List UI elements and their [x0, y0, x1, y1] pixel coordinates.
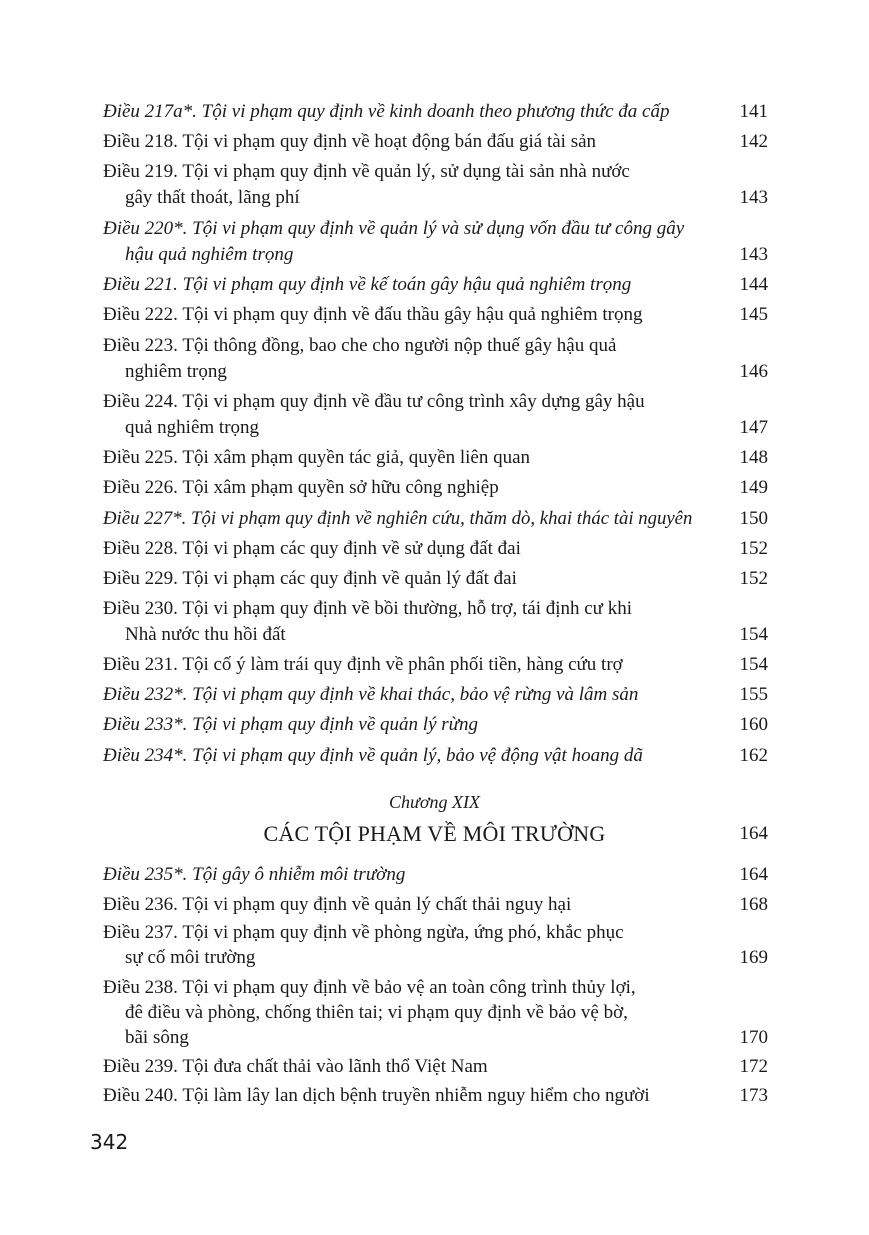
entry-title-continuation: nghiêm trọng: [125, 361, 227, 382]
entry-title: Điều 232*. Tội vi phạm quy định về khai thác, bảo vệ rừng và lâm sản: [103, 684, 639, 705]
entry-page-number: 162: [739, 745, 768, 766]
entry-page-number: 143: [739, 244, 768, 265]
entry-title: Điều 235*. Tội gây ô nhiễm môi trường: [103, 864, 406, 885]
entry-title-continuation: đê điều và phòng, chống thiên tai; vi phạm quy định về bảo vệ bờ,: [125, 1002, 628, 1023]
chapter-label: Chương XIX: [389, 792, 480, 812]
entry-title: Điều 220*. Tội vi phạm quy định về quản lý và sử dụng vốn đầu tư công gây: [103, 218, 685, 239]
chapter-title: CÁC TỘI PHẠM VỀ MÔI TRƯỜNG: [263, 821, 606, 846]
entry-page-number: 142: [739, 131, 768, 152]
entry-page-number: 173: [739, 1085, 768, 1106]
entry-title-continuation: bãi sông: [125, 1027, 189, 1048]
entry-title: Điều 218. Tội vi phạm quy định về hoạt động bán đấu giá tài sản: [103, 131, 597, 152]
entry-title: Điều 236. Tội vi phạm quy định về quản lý chất thải nguy hại: [103, 894, 572, 915]
entry-title: Điều 240. Tội làm lây lan dịch bệnh truyền nhiễm nguy hiểm cho người: [103, 1085, 650, 1106]
entry-title-continuation: gây thất thoát, lãng phí: [125, 187, 300, 208]
entry-title: Điều 233*. Tội vi phạm quy định về quản lý rừng: [103, 714, 479, 735]
entry-title-continuation: sự cố môi trường: [125, 947, 256, 968]
entry-title: Điều 228. Tội vi phạm các quy định về sử dụng đất đai: [103, 538, 521, 559]
entry-page-number: 154: [739, 624, 768, 645]
entry-title: Điều 229. Tội vi phạm các quy định về quản lý đất đai: [103, 568, 517, 589]
entry-page-number: 143: [739, 187, 768, 208]
entry-title: Điều 217a*. Tội vi phạm quy định về kinh doanh theo phương thức đa cấp: [103, 101, 670, 122]
entry-page-number: 155: [739, 684, 768, 705]
entry-title-continuation: hậu quả nghiêm trọng: [125, 244, 294, 265]
entry-page-number: 148: [739, 447, 768, 468]
entry-title: Điều 231. Tội cố ý làm trái quy định về phân phối tiền, hàng cứu trợ: [103, 654, 623, 675]
entry-page-number: 169: [739, 947, 768, 968]
entry-page-number: 154: [739, 654, 768, 675]
entry-page-number: 164: [739, 864, 768, 885]
entry-title: Điều 230. Tội vi phạm quy định về bồi thường, hỗ trợ, tái định cư khi: [103, 598, 633, 619]
entry-page-number: 152: [739, 538, 768, 559]
entry-page-number: 144: [739, 274, 768, 295]
entry-title: Điều 223. Tội thông đồng, bao che cho người nộp thuế gây hậu quả: [103, 335, 617, 356]
entry-page-number: 141: [739, 101, 768, 122]
page-folio-number: 342: [90, 1130, 129, 1154]
entry-page-number: 145: [739, 304, 768, 325]
entry-page-number: 160: [739, 714, 768, 735]
entry-page-number: 147: [739, 417, 768, 438]
entry-title: Điều 225. Tội xâm phạm quyền tác giả, quyền liên quan: [103, 447, 531, 468]
entry-page-number: 170: [739, 1027, 768, 1048]
entry-title-continuation: Nhà nước thu hồi đất: [125, 624, 286, 645]
entry-title: Điều 224. Tội vi phạm quy định về đầu tư công trình xây dựng gây hậu: [103, 391, 645, 412]
entry-title: Điều 239. Tội đưa chất thải vào lãnh thổ Việt Nam: [103, 1056, 488, 1077]
entry-title: Điều 237. Tội vi phạm quy định về phòng ngừa, ứng phó, khắc phục: [103, 922, 624, 943]
entry-title: Điều 238. Tội vi phạm quy định về bảo vệ an toàn công trình thủy lợi,: [103, 977, 636, 998]
entry-page-number: 152: [739, 568, 768, 589]
entry-title: Điều 226. Tội xâm phạm quyền sở hữu công nghiệp: [103, 477, 499, 498]
entry-title: Điều 222. Tội vi phạm quy định về đấu thầu gây hậu quả nghiêm trọng: [103, 304, 643, 325]
entry-page-number: 168: [739, 894, 768, 915]
entry-page-number: 172: [739, 1056, 768, 1077]
entry-title: Điều 227*. Tội vi phạm quy định về nghiên cứu, thăm dò, khai thác tài nguyên: [103, 508, 693, 529]
entry-page-number: 149: [739, 477, 768, 498]
entry-title: Điều 219. Tội vi phạm quy định về quản lý, sử dụng tài sản nhà nước: [103, 161, 630, 182]
entry-page-number: 146: [739, 361, 768, 382]
entry-title: Điều 221. Tội vi phạm quy định về kế toán gây hậu quả nghiêm trọng: [103, 274, 632, 295]
chapter-page-number: 164: [739, 823, 768, 844]
entry-title: Điều 234*. Tội vi phạm quy định về quản lý, bảo vệ động vật hoang dã: [103, 745, 643, 766]
entry-title-continuation: quả nghiêm trọng: [125, 417, 260, 438]
entry-page-number: 150: [739, 508, 768, 529]
